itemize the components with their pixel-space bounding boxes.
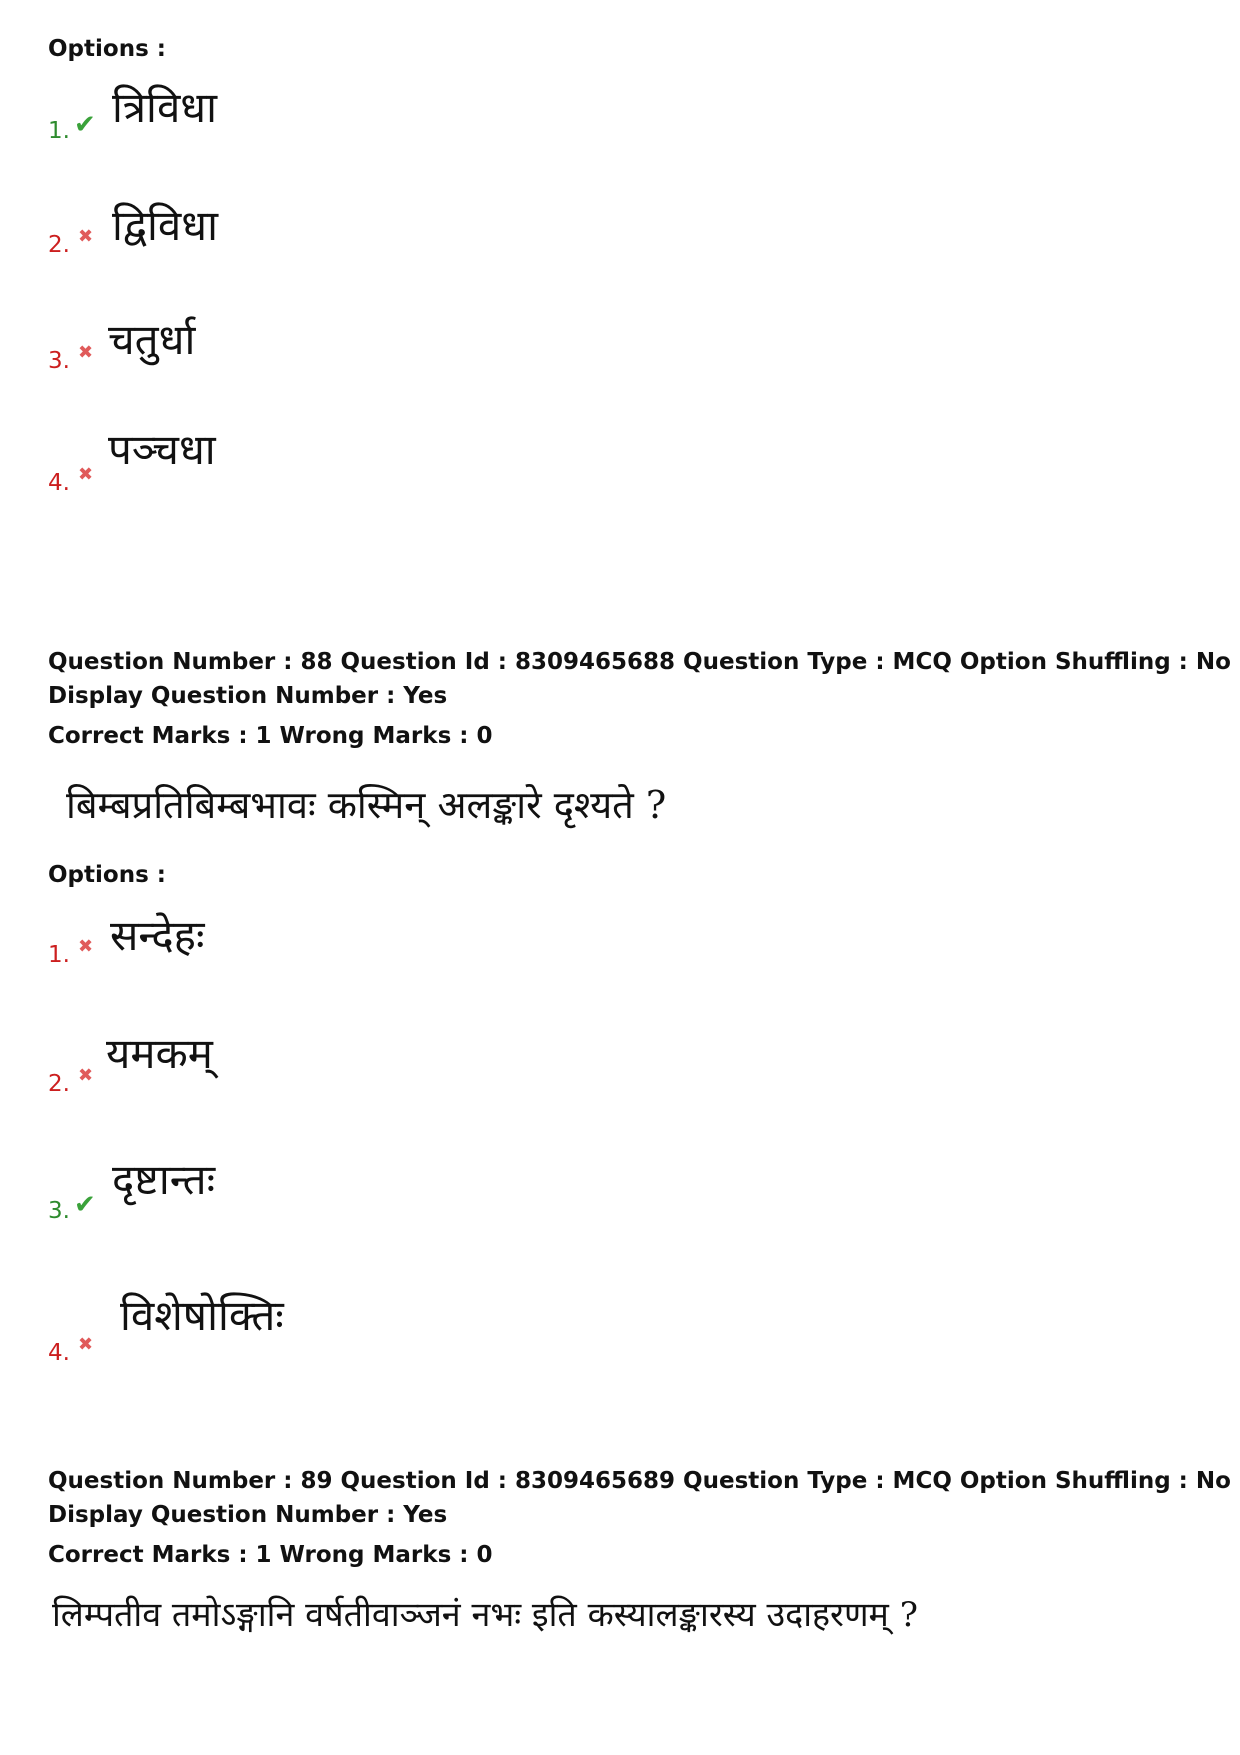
marks-info: Correct Marks : 1 Wrong Marks : 0 <box>48 1542 493 1568</box>
option-text: यमकम् <box>106 1029 213 1078</box>
display-question-number: Display Question Number : Yes <box>48 683 448 709</box>
check-icon: ✔ <box>74 1190 96 1220</box>
option-number: 3. ✔ <box>48 1190 96 1224</box>
option-text: चतुर्धा <box>108 315 196 364</box>
check-icon: ✔ <box>74 110 96 140</box>
option-number: 1. ✔ <box>48 110 96 144</box>
option-text: त्रिविधा <box>112 83 218 132</box>
option-text: दृष्टान्तः <box>112 1155 216 1204</box>
option-number: 1. ✖ <box>48 936 94 968</box>
cross-icon: ✖ <box>78 1334 94 1355</box>
option-text: विशेषोक्तिः <box>120 1291 284 1340</box>
option-text: द्विविधा <box>112 201 218 250</box>
option-number: 2. ✖ <box>48 1065 94 1097</box>
question-text: बिम्बप्रतिबिम्बभावः कस्मिन् अलङ्कारे दृश्यते ? <box>66 783 667 827</box>
cross-icon: ✖ <box>78 342 94 363</box>
option-text: पञ्चधा <box>108 425 216 474</box>
cross-icon: ✖ <box>78 1065 94 1086</box>
option-text: सन्देहः <box>110 911 205 960</box>
options-label: Options : <box>48 36 166 62</box>
cross-icon: ✖ <box>78 936 94 957</box>
options-label: Options : <box>48 862 166 888</box>
question-meta: Question Number : 89 Question Id : 8309465689 Question Type : MCQ Option Shuffling : No <box>48 1468 1231 1494</box>
option-number: 2. ✖ <box>48 226 94 258</box>
cross-icon: ✖ <box>78 464 94 485</box>
option-number: 4. ✖ <box>48 464 94 496</box>
question-text: लिम्पतीव तमोऽङ्गानि वर्षतीवाञ्जनं नभः इति कस्यालङ्कारस्य उदाहरणम् ? <box>52 1595 918 1635</box>
display-question-number: Display Question Number : Yes <box>48 1502 448 1528</box>
option-number: 4. ✖ <box>48 1334 94 1366</box>
option-number: 3. ✖ <box>48 342 94 374</box>
question-meta: Question Number : 88 Question Id : 8309465688 Question Type : MCQ Option Shuffling : No <box>48 649 1231 675</box>
cross-icon: ✖ <box>78 226 94 247</box>
marks-info: Correct Marks : 1 Wrong Marks : 0 <box>48 723 493 749</box>
